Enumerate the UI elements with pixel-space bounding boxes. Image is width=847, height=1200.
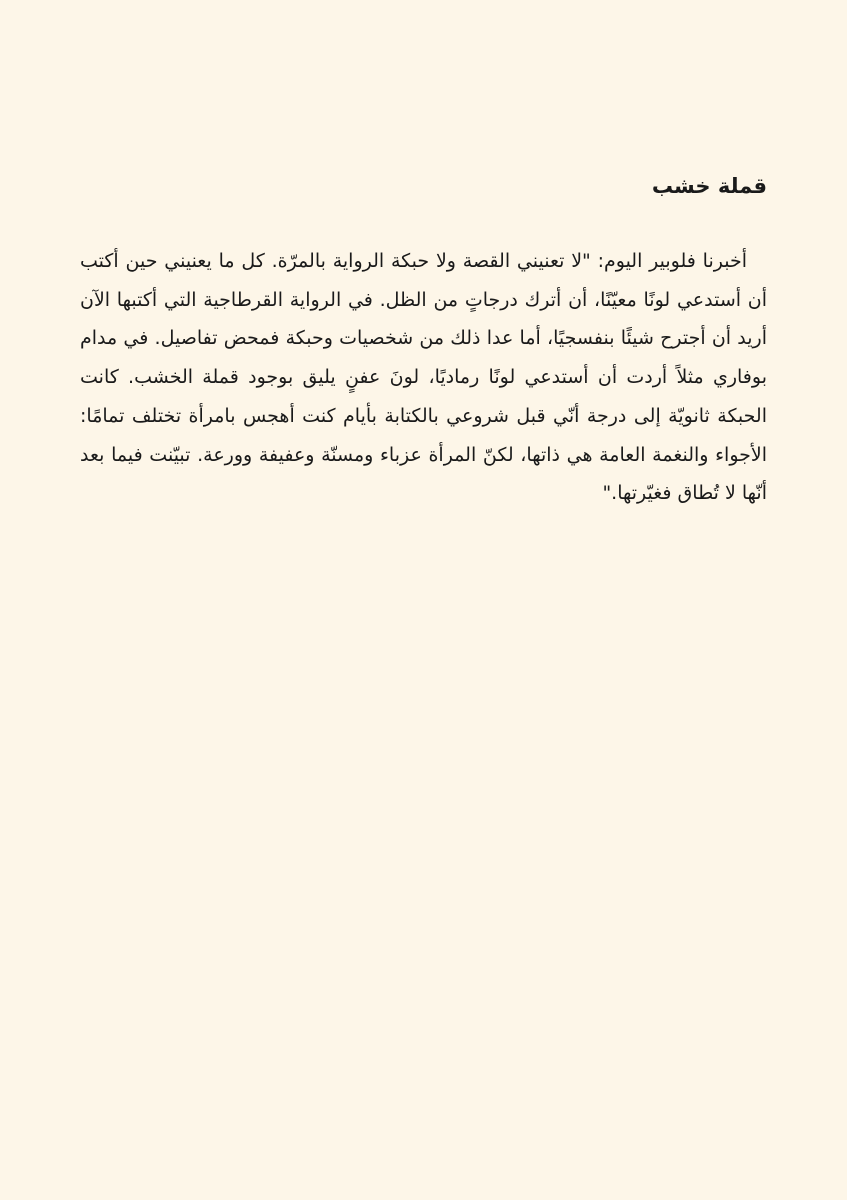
body-paragraph: أخبرنا فلوبير اليوم: "لا تعنيني القصة ولا حبكة الرواية بالمرّة. كل ما يعنيني حين أكتب أن أستدعي لونًا معيّنًا، أن أترك درجاتٍ من الظل. في الرواية القرطاجية التي أكتبها الآن أريد أن أجترح شيئًا بنفسجيًا، أما عدا ذلك من شخصيات وحبكة فمحض تفاصيل. في مدام بوفاري مثلاً أردت أن أستدعي لونًا رماديًا، لونَ عفنٍ يليق بوجود قملة الخشب. كانت الحبكة ثانويّة إلى درجة أنّي قبل شروعي بالكتابة بأيام كنت أهجس بامرأة تختلف تمامًا: الأجواء والنغمة العامة هي ذاتها، لكنّ المرأة عزباء ومسنّة وعفيفة وورعة. تبيّنت فيما بعد أنّها لا تُطاق فغيّرتها.": [80, 250, 767, 505]
document-title: قملة خشب: [651, 174, 767, 198]
document-page: [80, 168, 767, 513]
